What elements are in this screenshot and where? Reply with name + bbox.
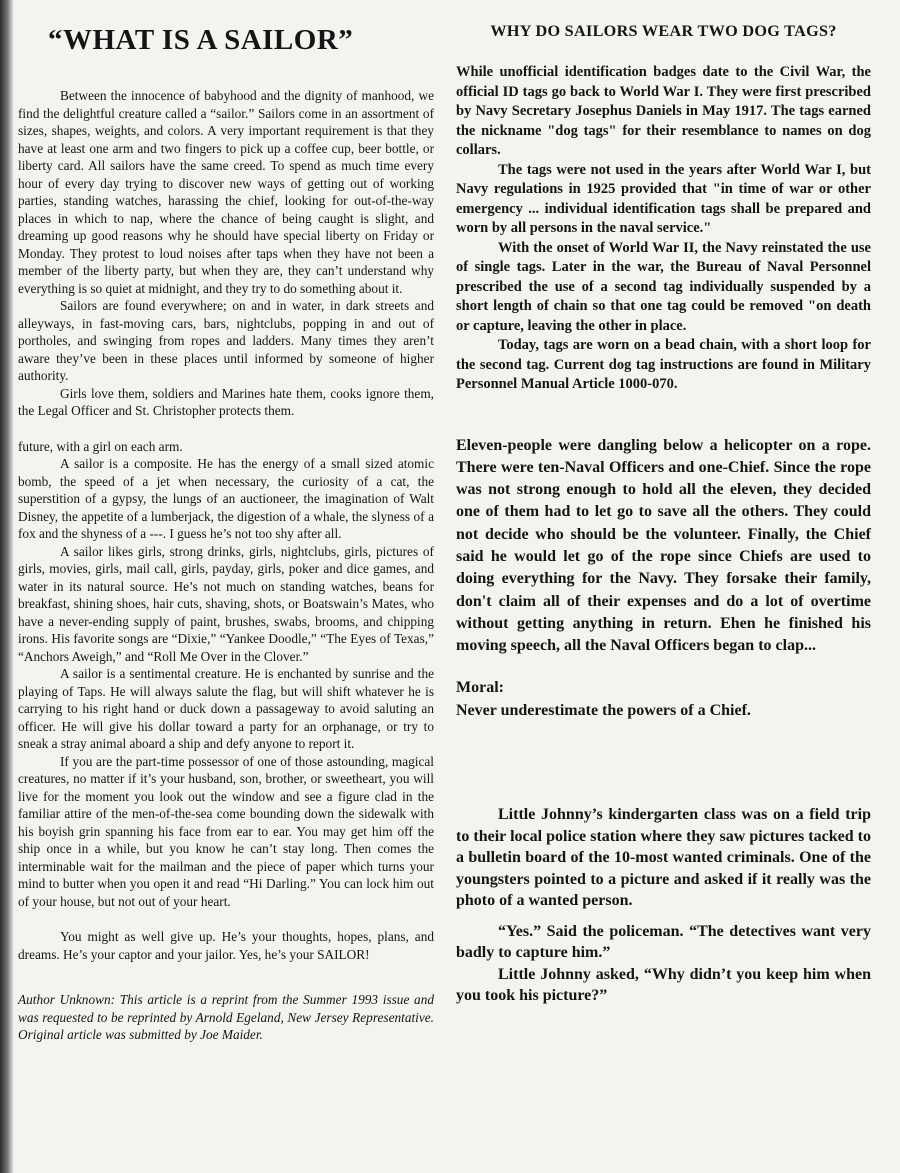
- johnny-paragraph: “Yes.” Said the policeman. “The detectives want very badly to capture him.”: [456, 922, 871, 962]
- sailor-paragraph: You might as well give up. He’s your thoughts, hopes, plans, and dreams. He’s your captor and your jailor. Yes, he’s your SAILOR!: [18, 929, 434, 962]
- sailor-paragraph: A sailor is a sentimental creature. He is enchanted by sunrise and the playing of Taps. He will always salute the flag, but will shift whatever he is carrying to his right hand or duck down a passageway to avoid saluting an officer. He will give his dollar toward a party for an orphanage, or try to sneak a stray animal aboard a ship and defy anyone to report it.: [18, 666, 434, 751]
- johnny-paragraph: Little Johnny’s kindergarten class was on a field trip to their local police station where they saw pictures tacked to a bulletin board of the 10-most wanted criminals. One of the youngsters pointed to a picture and asked if it really was the photo of a wanted person.: [456, 806, 871, 910]
- moral-text: Never underestimate the powers of a Chief.: [456, 701, 751, 719]
- sailor-paragraph: future, with a girl on each arm.: [18, 438, 183, 454]
- dog-tags-title: WHY DO SAILORS WEAR TWO DOG TAGS?: [490, 22, 837, 40]
- johnny-paragraph: Little Johnny asked, “Why didn’t you keep him when you took his picture?”: [456, 965, 871, 1005]
- sailor-paragraph: A sailor likes girls, strong drinks, girls, nightclubs, girls, pictures of girls, movies, girls, mail call, girls, payday, girls, poker and dice games, and water in its natural source. He’s not much on standing watches, beans for breakfast, shining shoes, hair cuts, shaving, shots, or Boatswain’s Mates, who have a never-ending supply of paint, brushes, swabs, brooms, and chipping irons. His favorite songs are “Dixie,” “Yankee Doodle,” “The Eyes of Texas,” “Anchors Aweigh,” and “Roll Me Over in the Clover.”: [18, 543, 434, 664]
- dog-tags-paragraph: With the onset of World War II, the Navy reinstated the use of single tags. Later in the war, the Bureau of Naval Personnel prescribed the use of a second tag individually suspended by a short length of chain so that one tag could be removed "on death or capture, leaving the other in place.: [456, 239, 871, 334]
- author-note: Author Unknown: This article is a reprint from the Summer 1993 issue and was requested to be reprinted by Arnold Egeland, New Jersey Representative. Original article was submitted by Joe Maider.: [18, 992, 434, 1042]
- johnny-story: [456, 804, 871, 1007]
- sailor-paragraph: Girls love them, soldiers and Marines hate them, cooks ignore them, the Legal Officer and St. Christopher protects them.: [18, 385, 434, 418]
- chief-story-text: Eleven-people were dangling below a helicopter on a rope. There were ten-Naval Officers and one-Chief. Since the rope was not strong enough to hold all the eleven, they decided one of them had to let go to save all the others. They could not decide who should be the volunteer. Finally, the Chief said he would let go of the rope since Chiefs are used to doing everything for the Navy. They forsake their family, don't claim all of their expenses and do a lot of overtime without getting anything in return. Ehen he finished his moving speech, all the Naval Officers began to clap...: [456, 436, 871, 655]
- sailor-article-title: “WHAT IS A SAILOR”: [48, 24, 354, 56]
- dog-tags-article: [456, 63, 871, 395]
- sailor-paragraph: A sailor is a composite. He has the energy of a small sized atomic bomb, the speed of a jet when necessary, the curiosity of a cat, the superstition of a gypsy, the lungs of an auctioneer, the imagination of Walt Disney, the appetite of a lumberjack, the digestion of a whale, the slyness of a fox and the shyness of a ---. I guess he’s not too shy after all.: [18, 456, 434, 541]
- dog-tags-paragraph: Today, tags are worn on a bead chain, with a short loop for the second tag. Current dog tag instructions are found in Military Personnel Manual Article 1000-070.: [456, 337, 871, 392]
- dog-tags-paragraph: While unofficial identification badges date to the Civil War, the official ID tags go back to World War I. They were first prescribed by Navy Secretary Josephus Daniels in May 1917. The tags earned the nickname "dog tags" for their resemblance to names on dog collars.: [456, 64, 871, 158]
- chief-story: [456, 435, 871, 723]
- sailor-paragraph: Between the innocence of babyhood and the dignity of manhood, we find the delightful creature called a “sailor.” Sailors come in an assortment of sizes, shapes, weights, and colors. A very important requirement is that they have at least one arm and two fingers to pick up a coffee cup, beer bottle, or liberty card. All sailors have the same creed. To spend as much time every hour of every day trying to discover new ways of getting out of working parties, standing watches, harassing the chief, looking for out-of-the-way places in which to nap, where the chance of being caught is slight, and dreaming up good reasons why he should have special liberty on Friday or Monday. They protest to loud noises after taps when they have not been a member of the liberty party, but when they are, they can’t understand why everything is so quiet at midnight, and they try to do something about it.: [18, 88, 434, 296]
- sailor-article: [18, 24, 434, 1044]
- right-column: [456, 22, 871, 1007]
- page-binding-shadow: [0, 0, 14, 1173]
- sailor-paragraph: Sailors are found everywhere; on and in water, in dark streets and alleyways, in fast-moving cars, bars, nightclubs, popping in and out of portholes, and swinging from ropes and ladders. Many times they aren’t aware they’ve been in these places until informed by someone of higher authority.: [18, 298, 434, 383]
- sailor-paragraph: If you are the part-time possessor of one of those astounding, magical creatures, no matter if it’s your husband, son, brother, or sweetheart, you will live for the moment you look out the window and see a figure clad in the familiar attire of the men-of-the-sea come bounding down the sidewalk with his boyish grin spanning his face from ear to ear. You may get him off the ship once in a while, but you know he can’t stay long. Then comes the interminable wait for the mailman and the piece of paper which turns your mind to butter when you open it and read “Hi Darling.” You can lock him out of your house, but not out of your heart.: [18, 753, 434, 909]
- dog-tags-paragraph: The tags were not used in the years after World War I, but Navy regulations in 1925 provided that "in time of war or other emergency ... individual identification tags shall be prepared and worn by all persons in the naval service.": [456, 161, 871, 236]
- moral-label: Moral:: [456, 679, 504, 697]
